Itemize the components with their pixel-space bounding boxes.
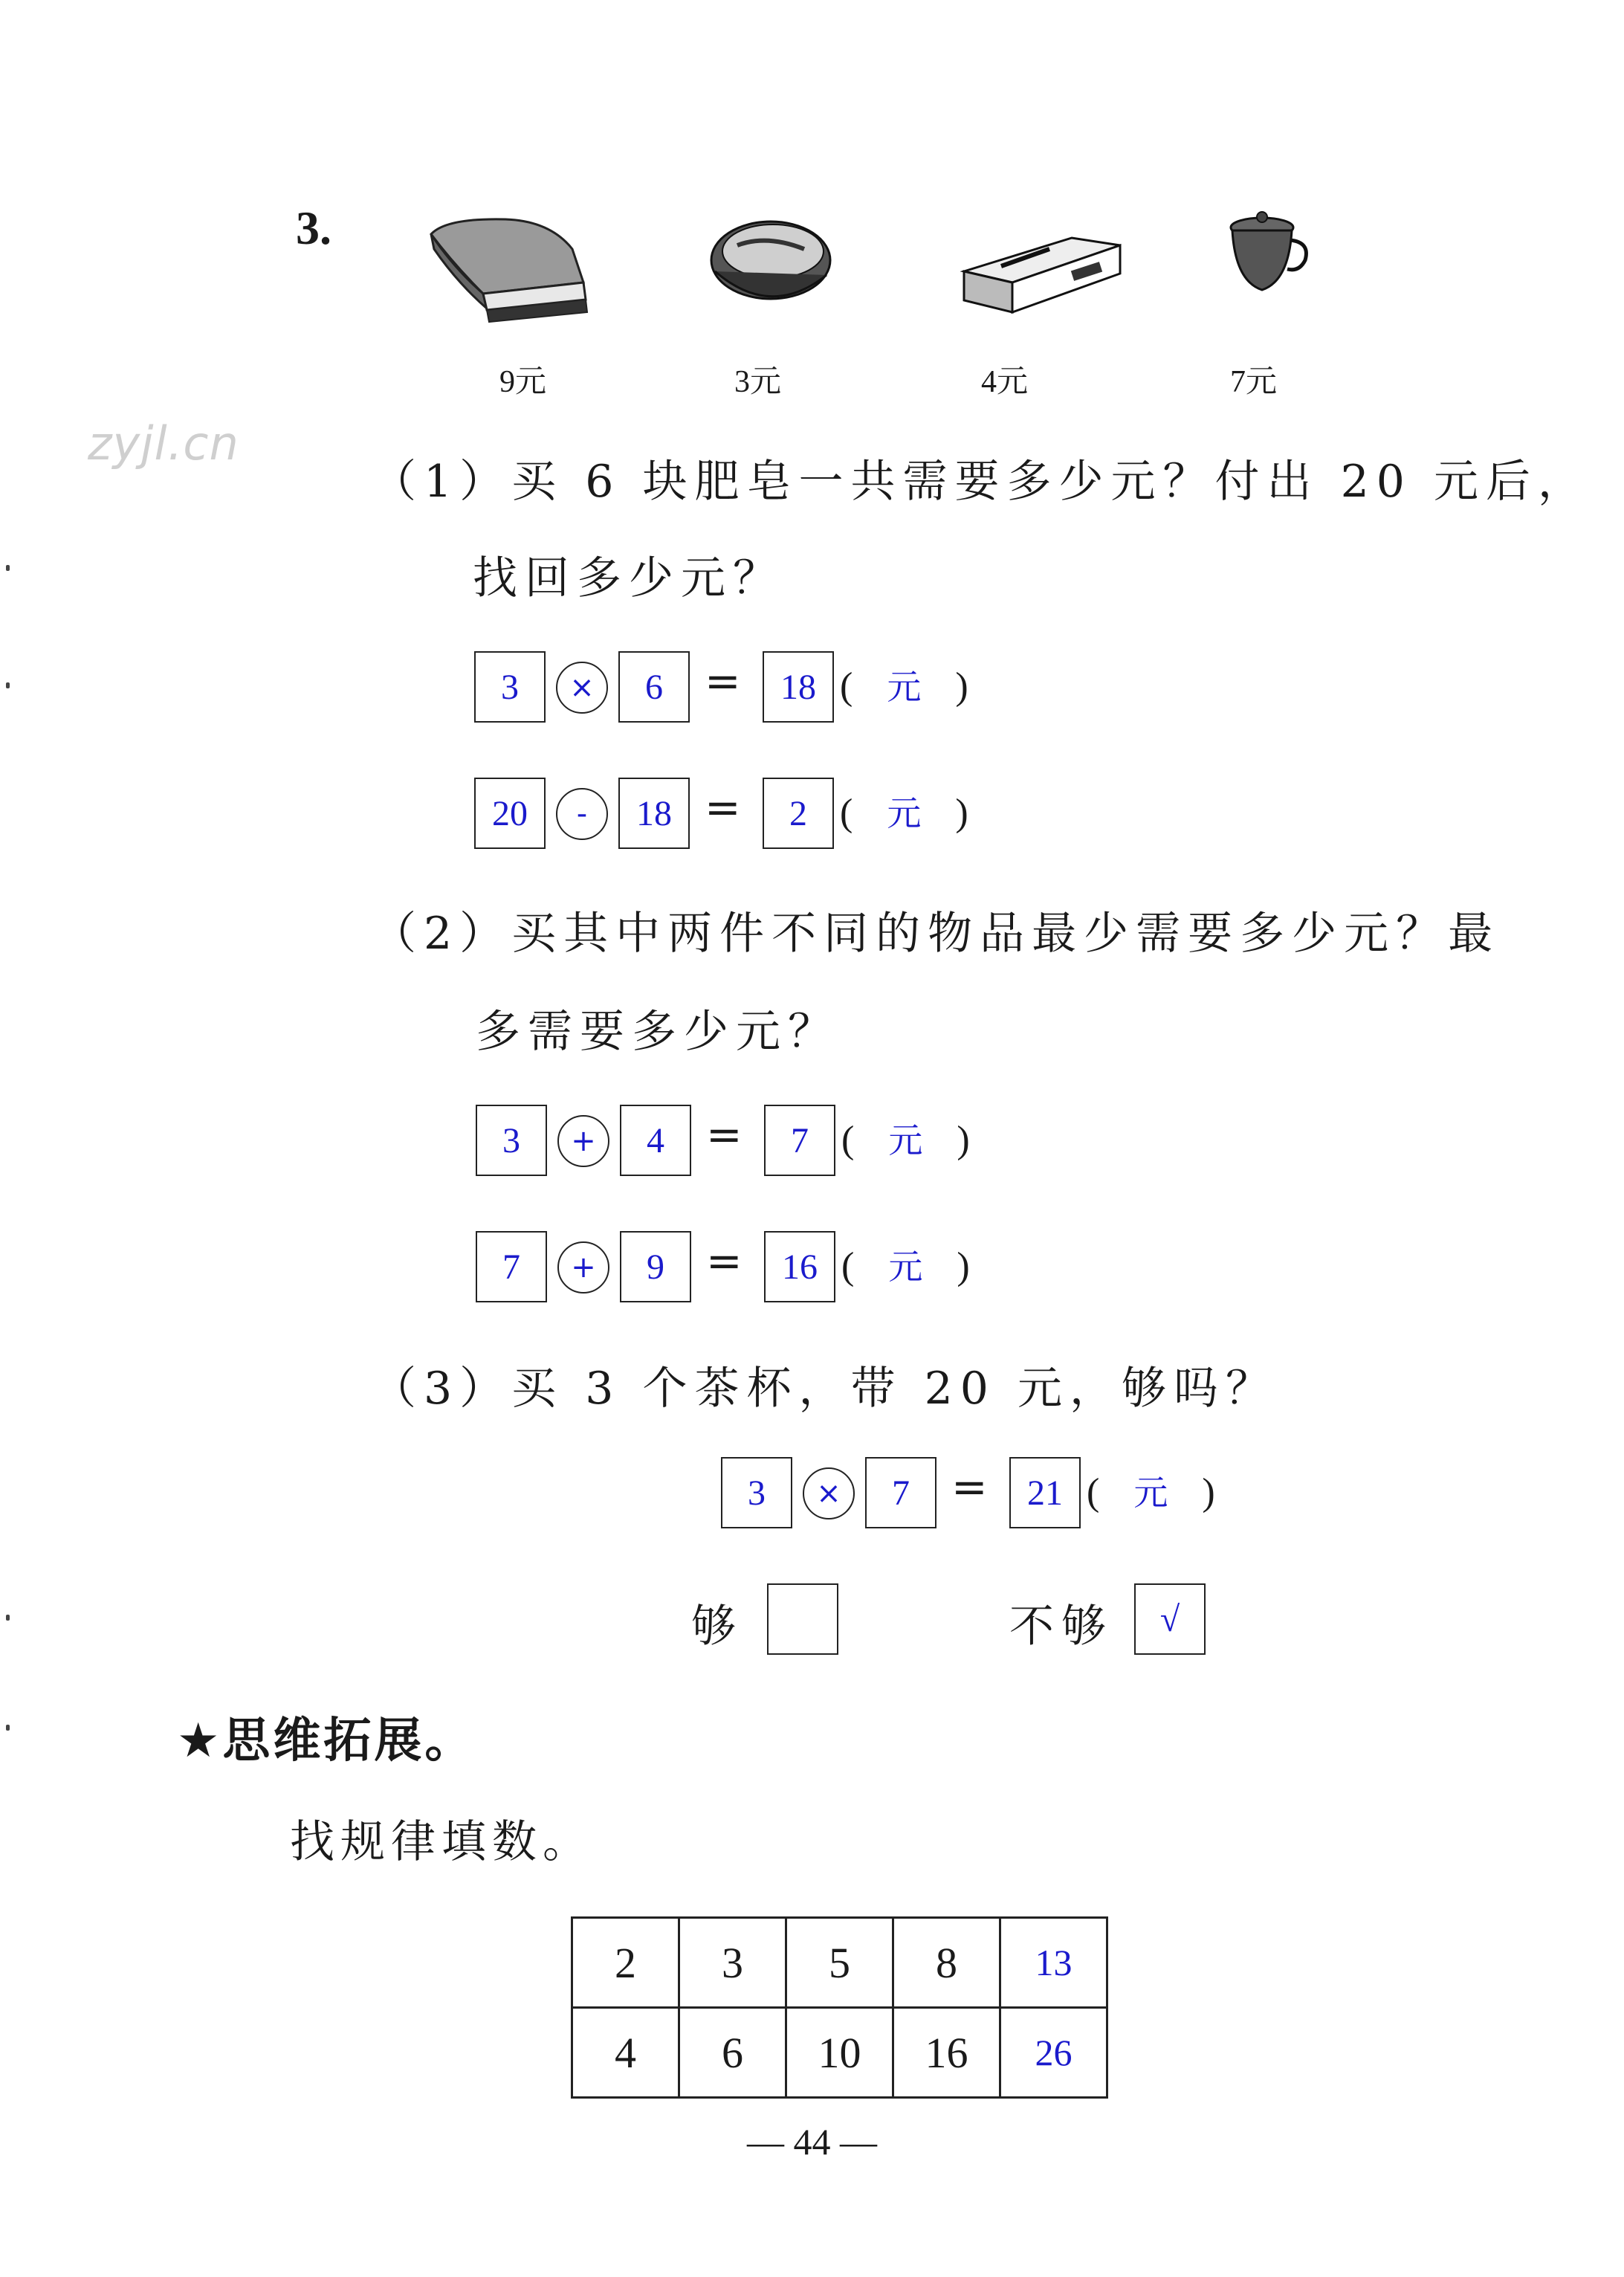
margin-mark [6,1725,10,1731]
answer-box[interactable]: 7 [865,1457,936,1528]
unit-parentheses: ( 元 ) [840,787,968,836]
table-cell: 3 [679,1918,786,2008]
section-title: ★思维拓展。 [177,1714,476,1769]
unit-answer[interactable]: 元 [888,1120,923,1160]
page-number: — 44 — [747,2121,877,2163]
unit-answer[interactable]: 元 [1133,1473,1168,1513]
answer-box[interactable]: 21 [1009,1457,1081,1528]
table-row [572,1918,1107,2008]
answer-cell[interactable]: 26 [1000,2008,1107,2098]
equals-sign: = [705,782,741,833]
part3-question-line1: （3）买 3 个茶杯，带 20 元，够吗？ [372,1363,1278,1415]
margin-mark [6,682,10,688]
price-label: 7元 [1230,365,1278,399]
part2-question-line2: 多需要多少元？ [476,1006,840,1058]
price-label: 9元 [499,365,547,399]
not-enough-label: 不够 [1009,1601,1113,1653]
table-cell: 6 [679,2008,786,2098]
question-number: 3. [296,201,331,254]
unit-parentheses: ( 元 ) [1087,1466,1215,1515]
operator-circle[interactable]: + [557,1241,609,1293]
answer-cell[interactable]: 13 [1000,1918,1107,2008]
operator-circle[interactable]: - [556,788,608,840]
equals-sign: = [951,1462,988,1512]
answer-box[interactable]: 16 [764,1231,835,1302]
unit-answer[interactable]: 元 [887,667,922,707]
not-enough-checkbox[interactable]: √ [1134,1583,1206,1655]
unit-answer[interactable]: 元 [888,1247,923,1287]
part1-question-line2: 找回多少元？ [473,552,785,604]
table-cell: 4 [572,2008,679,2098]
equals-sign: = [706,1236,743,1286]
operator-circle[interactable]: × [803,1467,855,1519]
table-row [572,2008,1107,2098]
price-label: 4元 [981,365,1029,399]
unit-parentheses: ( 元 ) [840,660,968,709]
eraser-box-icon [708,216,834,316]
instruction-text: 找规律填数。 [290,1816,593,1868]
answer-box[interactable]: 18 [763,651,834,723]
answer-box[interactable]: 20 [474,778,546,849]
unit-parentheses: ( 元 ) [841,1240,970,1289]
part1-question-line1: （1）买 6 块肥皂一共需要多少元？付出 20 元后， [372,456,1590,508]
table-cell: 5 [786,1918,893,2008]
price-label: 3元 [734,365,782,399]
margin-mark [6,1615,10,1621]
enough-label: 够 [691,1601,743,1653]
table-cell: 16 [893,2008,1000,2098]
answer-box[interactable]: 4 [620,1105,691,1176]
unit-answer[interactable]: 元 [887,793,922,833]
table-cell: 8 [893,1918,1000,2008]
answer-box[interactable]: 3 [476,1105,547,1176]
equals-sign: = [705,656,741,706]
answer-box[interactable]: 18 [618,778,690,849]
table-cell: 10 [786,2008,893,2098]
answer-box[interactable]: 3 [474,651,546,723]
enough-checkbox[interactable] [767,1583,838,1655]
watermark: zyjl.cn [88,416,239,471]
answer-box[interactable]: 7 [476,1231,547,1302]
teacup-icon [1225,207,1314,296]
operator-circle[interactable]: × [556,662,608,714]
toothpaste-box-icon [960,223,1124,316]
answer-box[interactable]: 6 [618,651,690,723]
margin-mark [6,565,10,571]
answer-box[interactable]: 9 [620,1231,691,1302]
soap-icon [424,212,591,331]
part2-question-line1: （2）买其中两件不同的物品最少需要多少元？最 [372,908,1501,960]
table-cell: 2 [572,1918,679,2008]
pattern-table [571,1916,1108,2099]
unit-parentheses: ( 元 ) [841,1114,970,1163]
equals-sign: = [706,1109,743,1160]
answer-box[interactable]: 3 [721,1457,792,1528]
operator-circle[interactable]: + [557,1115,609,1167]
answer-box[interactable]: 7 [764,1105,835,1176]
answer-box[interactable]: 2 [763,778,834,849]
